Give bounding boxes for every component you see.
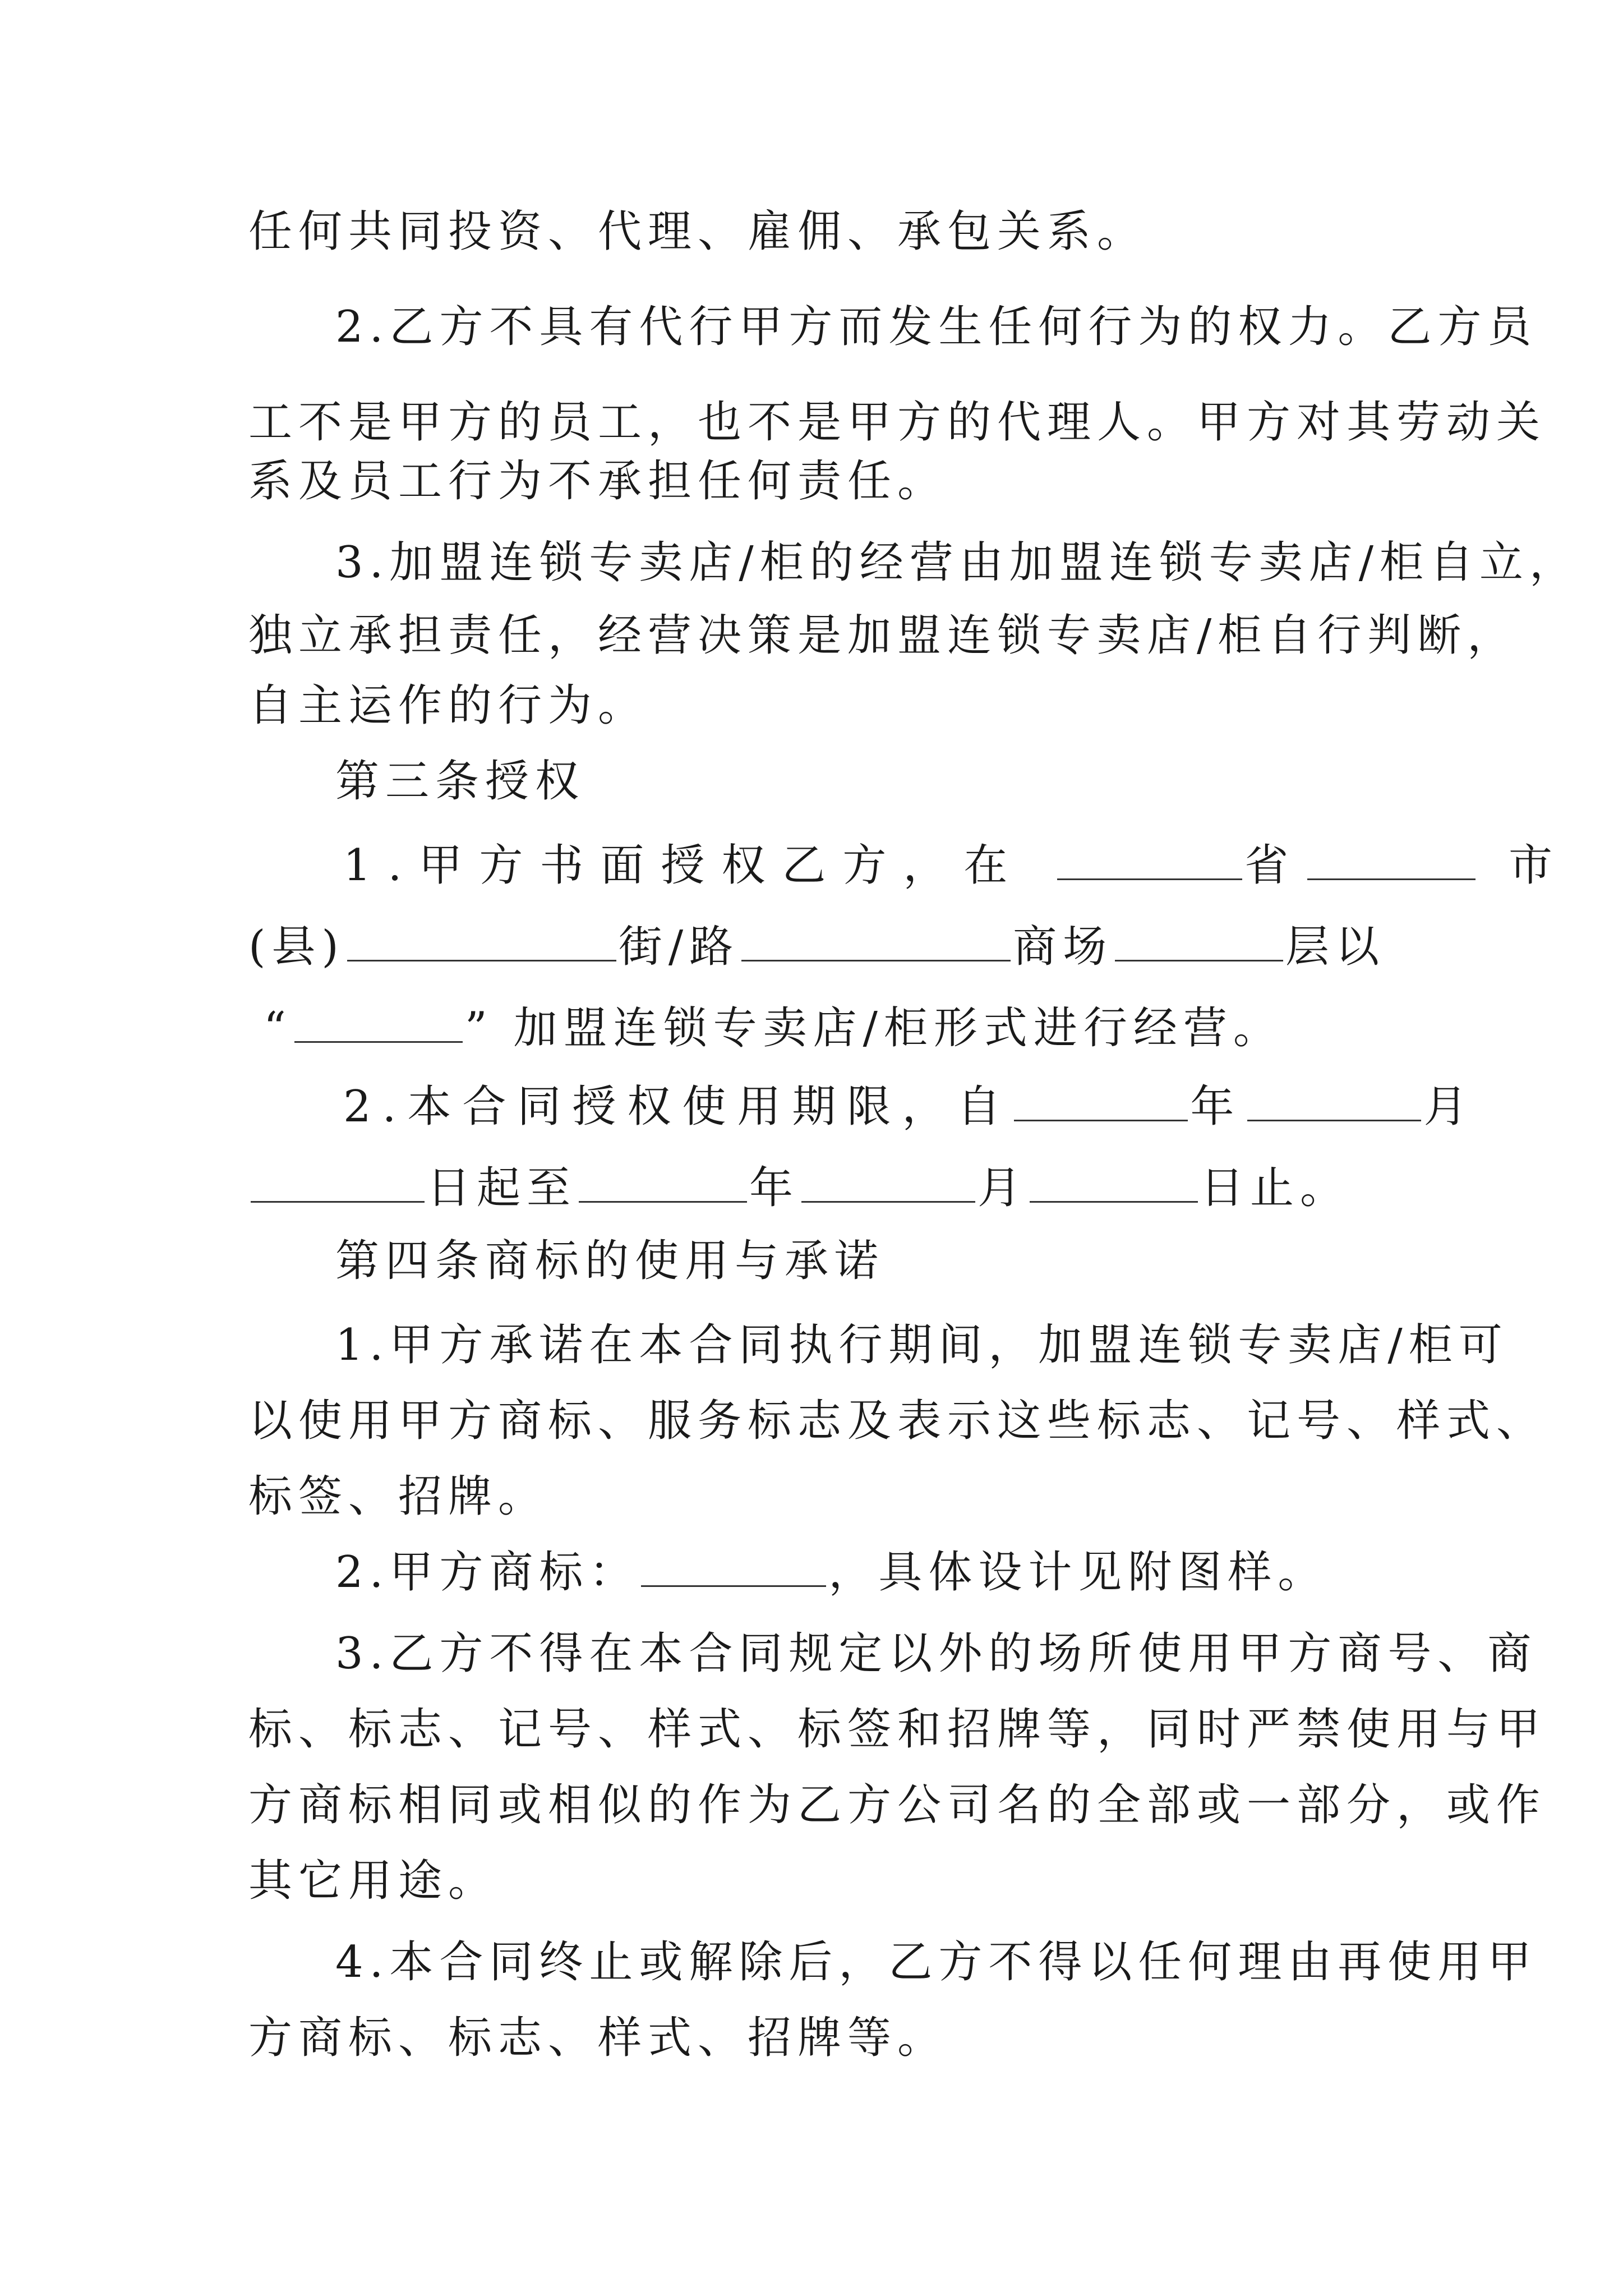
text-line [264, 990, 1283, 1067]
text-line: 方商标相同或相似的作为乙方公司名的全部或一部分，或作 [248, 1780, 1547, 1830]
text-segment: “ [264, 1003, 292, 1053]
text-line [335, 1534, 1327, 1611]
text-segment: 层以 [1285, 922, 1386, 972]
blank-field [579, 1165, 747, 1203]
text-segment: 日止。 [1200, 1163, 1350, 1213]
blank-field [1307, 843, 1476, 880]
text-line: 其它用途。 [248, 1856, 499, 1906]
blank-field [347, 924, 616, 961]
blank-field [294, 1005, 463, 1043]
blank-field [641, 1549, 826, 1587]
blank-field [741, 924, 1011, 961]
text-segment: 日起至 [427, 1163, 577, 1213]
text-line: 方商标、标志、样式、招牌等。 [248, 2013, 948, 2063]
section-heading: 第四条商标的使用与承诺 [335, 1236, 885, 1286]
text-segment: ，具体设计见附图样。 [828, 1547, 1328, 1598]
section-heading: 第三条授权 [335, 756, 585, 807]
text-segment: 1.甲方书面授权乙方，在 [343, 840, 1025, 891]
text-line: 标签、招牌。 [248, 1471, 548, 1522]
text-line: 独立承担责任，经营决策是加盟连锁专卖店/柜自行判断， [248, 610, 1518, 661]
text-line [343, 1069, 1478, 1145]
text-segment: 2.本合同授权使用期限，自 [343, 1082, 1012, 1132]
text-segment: ” [464, 1003, 494, 1053]
blank-field [1057, 843, 1242, 880]
text-line: 标、标志、记号、样式、标签和招牌等，同时严禁使用与甲 [248, 1704, 1547, 1755]
text-line [248, 1150, 1350, 1227]
text-segment: 市 [1509, 840, 1570, 891]
text-line: 工不是甲方的员工，也不是甲方的代理人。甲方对其劳动关 [248, 397, 1547, 448]
blank-field [251, 1165, 425, 1203]
text-segment: 2.甲方商标： [335, 1547, 639, 1598]
text-line: 任何共同投资、代理、雇佣、承包关系。 [248, 206, 1147, 257]
text-line: 2.乙方不具有代行甲方而发生任何行为的权力。乙方员 [335, 302, 1538, 352]
text-segment: (县) [248, 922, 345, 972]
text-line: 以使用甲方商标、服务标志及表示这些标志、记号、样式、 [248, 1396, 1547, 1446]
text-segment: 月 [978, 1163, 1028, 1213]
text-segment: 年 [749, 1163, 800, 1213]
text-line: 系及员工行为不承担任何责任。 [248, 456, 948, 507]
text-segment: 街/路 [618, 922, 740, 972]
text-line: 3.乙方不得在本合同规定以外的场所使用甲方商号、商 [335, 1628, 1538, 1679]
blank-field [1115, 924, 1283, 961]
text-line: 自主运作的行为。 [248, 680, 648, 731]
text-segment: 年 [1190, 1082, 1246, 1132]
text-line: 3.加盟连锁专卖店/柜的经营由加盟连锁专卖店/柜自立， [335, 537, 1579, 588]
blank-field [1030, 1165, 1198, 1203]
text-segment: 月 [1423, 1082, 1479, 1132]
blank-field [1247, 1084, 1421, 1121]
text-segment: 加盟连锁专卖店/柜形式进行经营。 [513, 1003, 1283, 1053]
text-line: 1.甲方承诺在本合同执行期间，加盟连锁专卖店/柜可 [335, 1320, 1509, 1370]
text-line [343, 827, 1569, 904]
blank-field [801, 1165, 975, 1203]
text-segment: 商场 [1013, 922, 1113, 972]
text-line: 4.本合同终止或解除后，乙方不得以任何理由再使用甲 [335, 1937, 1538, 1987]
blank-field [1014, 1084, 1188, 1121]
text-line [248, 909, 1385, 986]
text-segment: 省 [1244, 840, 1306, 891]
